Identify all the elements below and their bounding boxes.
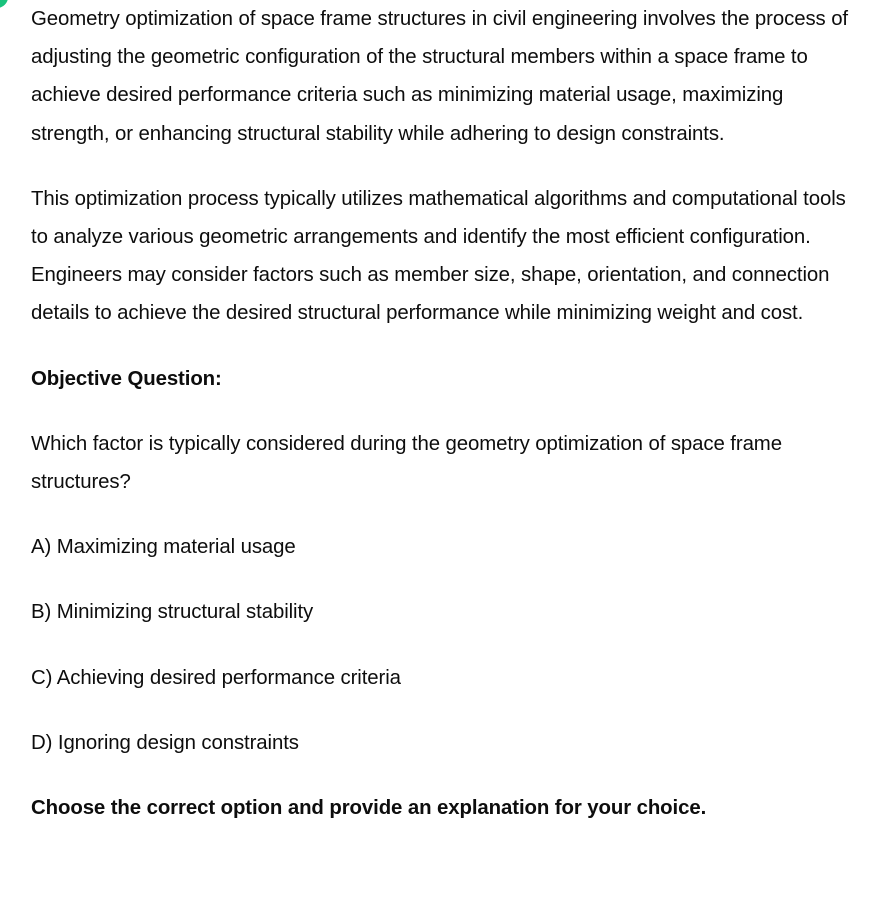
option-a: A) Maximizing material usage <box>31 536 296 559</box>
instruction-text: Choose the correct option and provide an explanation for your choice. <box>31 797 707 820</box>
paragraph-process: This optimization process typically utilizes mathematical algorithms and computational tools to analyze various geometric arrangements and identify the most efficient configuration. Engineers may consider factors such as member size, shape, orientation, and connection details to achieve the desired structural performance while minimizing weight and cost. <box>31 187 846 325</box>
option-c: C) Achieving desired performance criteria <box>31 666 401 689</box>
assistant-avatar <box>0 0 8 8</box>
objective-heading: Objective Question: <box>31 367 222 390</box>
option-b: B) Minimizing structural stability <box>31 601 314 624</box>
question-text: Which factor is typically considered during the geometry optimization of space frame structures? <box>31 432 782 494</box>
option-d: D) Ignoring design constraints <box>31 731 299 754</box>
assistant-message <box>31 0 861 827</box>
paragraph-intro: Geometry optimization of space frame structures in civil engineering involves the process of adjusting the geometric configuration of the structural members within a space frame to achieve desired performance criteria such as minimizing material usage, maximizing strength, or enhancing structural stability while adhering to design constraints. <box>31 8 848 145</box>
